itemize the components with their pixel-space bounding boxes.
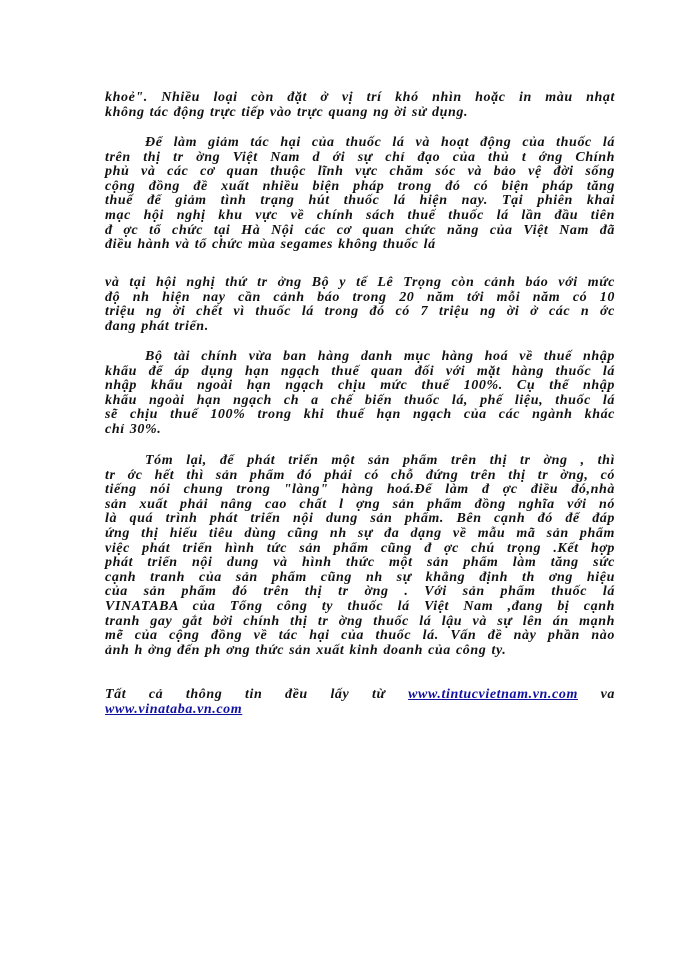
- text-line: Tóm lại, để phát triển một sản phẩm trên thị tr ờng , thì: [145, 453, 615, 468]
- source-link-tintucvietnam[interactable]: www.tintucvietnam.vn.com: [408, 687, 578, 702]
- source-link-vinataba[interactable]: www.vinataba.vn.com: [105, 701, 243, 717]
- text-line: chỉ 30%.: [105, 421, 162, 437]
- paragraph-tax-measures: [105, 136, 615, 253]
- text-line: điều hành và tổ chức mùa segames không thuốc lá: [105, 237, 436, 253]
- text-line: sản xuất phải nâng cao chất l ợng sản phẩm đồng nghĩa với nó: [105, 496, 615, 512]
- text-line: độ nh hiện nay cần cảnh báo trong 20 năm tới mỗi năm có 10: [105, 289, 615, 305]
- text-line: Để làm giảm tác hại của thuốc lá và hoạt động của thuốc lá: [145, 135, 615, 150]
- text-line: trên thị tr ờng Việt Nam d ới sự chỉ đạo của thủ t ớng Chính: [105, 149, 615, 165]
- source-prefix: Tất cả thông tin đều lấy từ: [105, 687, 386, 702]
- paragraph-conclusion: [105, 454, 615, 658]
- text-line: đang phát triển.: [105, 318, 209, 334]
- text-line: phát triển nội dung và hình thức một sản phẩm làm tăng sức: [105, 555, 615, 571]
- text-line: không tác động trực tiếp vào trực quang ng ời sử dụng.: [105, 104, 469, 120]
- text-line: và tại hội nghị thứ tr ởng Bộ y tế Lê Trọng còn cảnh báo với mức: [105, 275, 615, 290]
- text-line: phủ và các cơ quan thuộc lĩnh vực chăm sóc và bảo vệ đời sống: [105, 164, 615, 180]
- text-line: ảnh h ởng đến ph ơng thức sản xuất kinh doanh của công ty.: [105, 642, 507, 658]
- text-line: việc phát triển hình tức sản phẩm cũng đ ợc chú trọng .Kết hợp: [105, 540, 615, 556]
- paragraph-warning-label: [105, 91, 615, 120]
- source-note: [105, 688, 615, 717]
- text-line: cạnh tranh của sản phẩm cũng nh sự khẳng định th ơng hiệu: [105, 569, 615, 585]
- text-line: triệu ng ời chết vì thuốc lá trong đó có 7 triệu ng ời ở các n ớc: [105, 304, 615, 320]
- text-line: mẽ của cộng đồng về tác hại của thuốc lá. Vấn đề này phần nào: [105, 628, 615, 644]
- text-line: Bộ tài chính vừa ban hàng danh mục hàng hoá về thuế nhập: [145, 349, 615, 364]
- source-line: [105, 703, 615, 718]
- text-line: tr ớc hết thì sản phẩm đó phải có chỗ đứng trên thị tr ờng, có: [105, 467, 615, 483]
- text-line: của sản phẩm đó trên thị tr ờng . Với sản phẩm thuốc lá: [105, 584, 615, 600]
- text-line: thuế để giảm tình trạng hút thuốc lá hiện nay. Tại phiên khai: [105, 193, 615, 209]
- text-line: mạc hội nghị khu vực về chính sách thuế thuốc lá lần đầu tiên: [105, 207, 615, 223]
- text-line: đ ợc tổ chức tại Hà Nội các cơ quan chức năng của Việt Nam đã: [105, 222, 615, 238]
- paragraph-import-tariff: [105, 350, 615, 438]
- text-line: khoẻ". Nhiều loại còn đặt ở vị trí khó nhìn hoặc in màu nhạt: [105, 90, 615, 105]
- text-line: tiếng nói chung trong "làng" hàng hoá.Để làm đ ợc điều đó,nhà: [105, 482, 615, 498]
- paragraph-health-warning: [105, 276, 615, 334]
- text-line: tranh gay gắt bởi chính thị tr ờng thuốc lá lậu và sự lên án mạnh: [105, 613, 615, 629]
- text-line: khẩu ngoài hạn ngạch ch a chế biến thuốc lá, phế liệu, thuốc lá: [105, 392, 615, 408]
- text-line: cộng đồng đề xuất nhiều biện pháp trong đó có biện pháp tăng: [105, 178, 615, 194]
- source-suffix: va: [600, 687, 615, 702]
- text-line: nhập khẩu ngoài hạn ngạch chịu mức thuế 100%. Cụ thể nhập: [105, 378, 615, 394]
- source-line: [105, 688, 615, 703]
- text-line: ứng thị hiếu tiêu dùng cũng nh sự đa dạng về mẫu mã sản phẩm: [105, 525, 615, 541]
- text-line: VINATABA của Tổng công ty thuốc lá Việt Nam ,đang bị cạnh: [105, 598, 615, 614]
- text-line: sẽ chịu thuế 100% trong khi thuế hạn ngạch của các ngành khác: [105, 407, 615, 423]
- text-line: khẩu để áp dụng hạn ngạch thuế quan đối với mặt hàng thuốc lá: [105, 363, 615, 379]
- text-line: là quá trình phát triển nội dung sản phẩm. Bên cạnh đó để đáp: [105, 511, 615, 527]
